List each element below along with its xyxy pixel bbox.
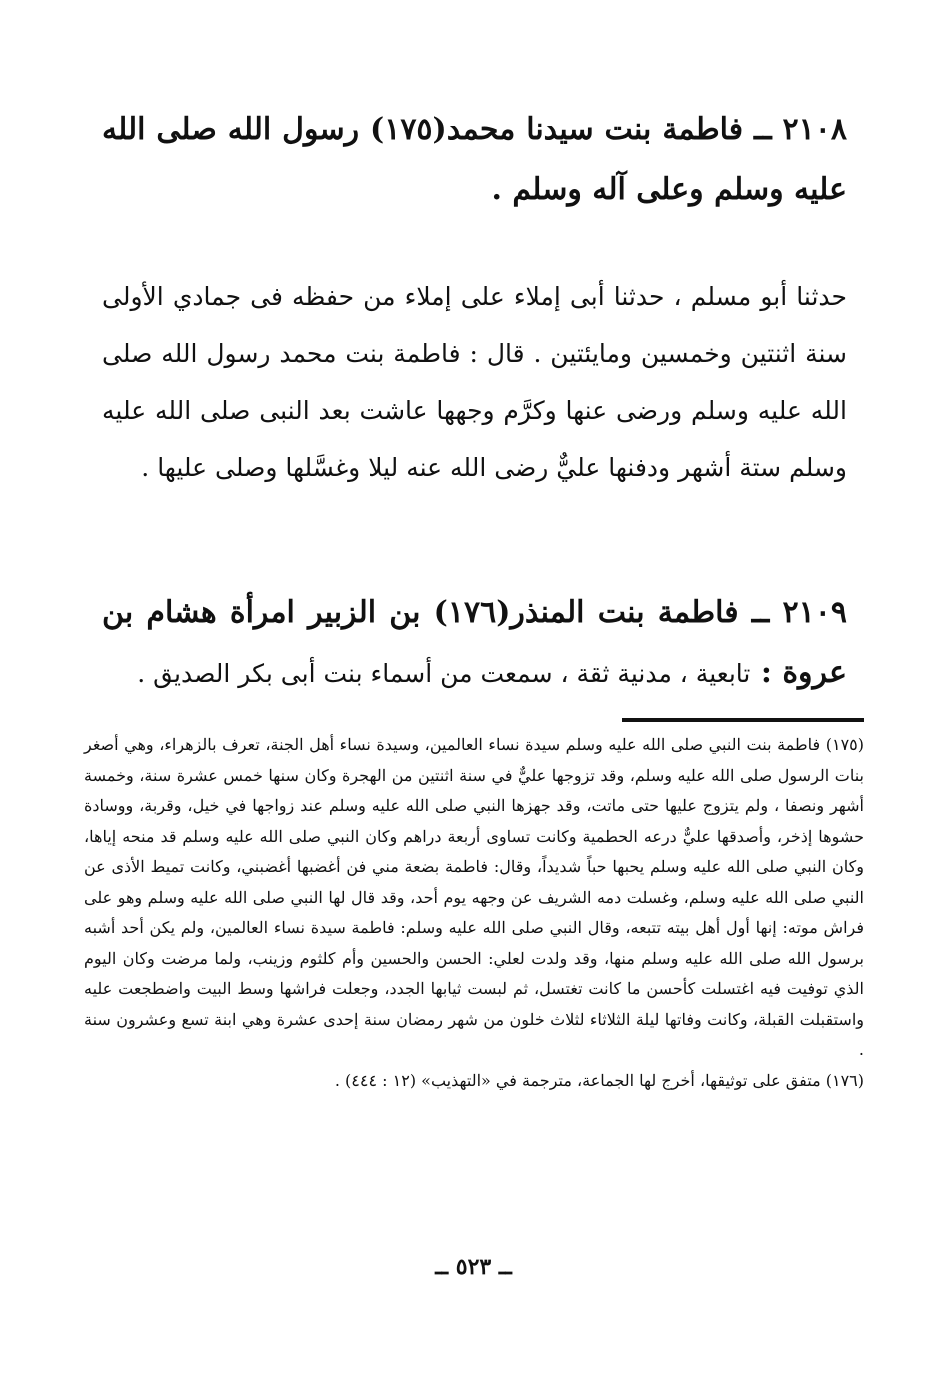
entry-2109-description: تابعية ، مدنية ثقة ، سمعت من أسماء بنت أبى بكر الصديق . — [137, 659, 751, 688]
page-number: ــ ٥٢٣ ــ — [435, 1254, 512, 1280]
entry-2109-title: ٢١٠٩ ــ فاطمة بنت المنذر(١٧٦) بن الزبير امرأة هشام بن عروة : — [102, 595, 847, 690]
entry-2108-title: ٢١٠٨ ــ فاطمة بنت سيدنا محمد(١٧٥) رسول الله صلى الله عليه وسلم وعلى آله وسلم . — [102, 112, 847, 207]
footnotes — [84, 730, 864, 1096]
entry-2108-body: حدثنا أبو مسلم ، حدثنا أبى إملاء على إملاء من حفظه فى جمادي الأولى سنة اثنتين وخمسين ومايئتين . قال : فاطمة بنت محمد رسول الله صلى الله عليه وسلم ورضى عنها وكرَّم وجهها عاشت بعد النبى صلى الله عليه وسلم ستة أشهر ودفنها عليٌّ رضى الله عنه ليلا وغسَّلها وصلى عليها . — [102, 282, 847, 482]
entry-2109-heading — [102, 583, 847, 704]
entry-2108-heading — [102, 100, 847, 220]
footnote-separator — [622, 718, 864, 722]
footnote-176: (١٧٦) متفق على توثيقها، أخرج لها الجماعة، مترجمة في «التهذيب» (١٢ : ٤٤٤) . — [334, 1070, 864, 1090]
footnote-175: (١٧٥) فاطمة بنت النبي صلى الله عليه وسلم سيدة نساء العالمين، وسيدة نساء أهل الجنة، تعرف بالزهراء، وهي أصغر بنات الرسول صلى الله عليه وسلم، وقد تزوجها عليٌّ في سنة اثنتين من الهجرة وكان سنها خمس عشرة سنة، وخمسة أشهر ونصفا ، ولم يتزوج عليها حتى ماتت، وقد جهزها النبي صلى الله عليه وسلم عند زواجها في خيل، وقربة، ووسادة حشوها إذخر، وأصدقها عليٌّ درعه الحطمية وكانت تساوى أربعة دراهم وكان النبي صلى الله عليه وسلم قد منحه إياها، وكان النبي صلى الله عليه وسلم يحبها حباً شديداً، وقال: فاطمة بضعة مني فن أغضبها أغضبني، وكانت تميط الأذى عن النبي صلى الله عليه وسلم، وغسلت دمه الشريف عن وجهه يوم أحد، وقد قال لها النبي صلى الله عليه وسلم وهو على فراش موته: إنها أول أهل بيته تتبعه، وقال النبي صلى الله عليه وسلم: فاطمة سيدة نساء العالمين، ولم يكن أحد أشبه برسول الله صلى الله عليه وسلم منها، وقد ولدت لعلي: الحسن والحسين وأم كلثوم وزينب، ولما مرضت وكان اليوم الذي توفيت فيه اغتسلت كأحسن ما كانت تغتسل، ثم لبست ثيابها الجدد، وجعلت فراشها وسط البيت واضطجعت عليه واستقبلت القبلة، وكانت وفاتها ليلة الثلاثاء لثلاث خلون من شهر رمضان سنة إحدى عشرة وهي ابنة تسع وعشرون سنة . — [84, 735, 865, 1059]
